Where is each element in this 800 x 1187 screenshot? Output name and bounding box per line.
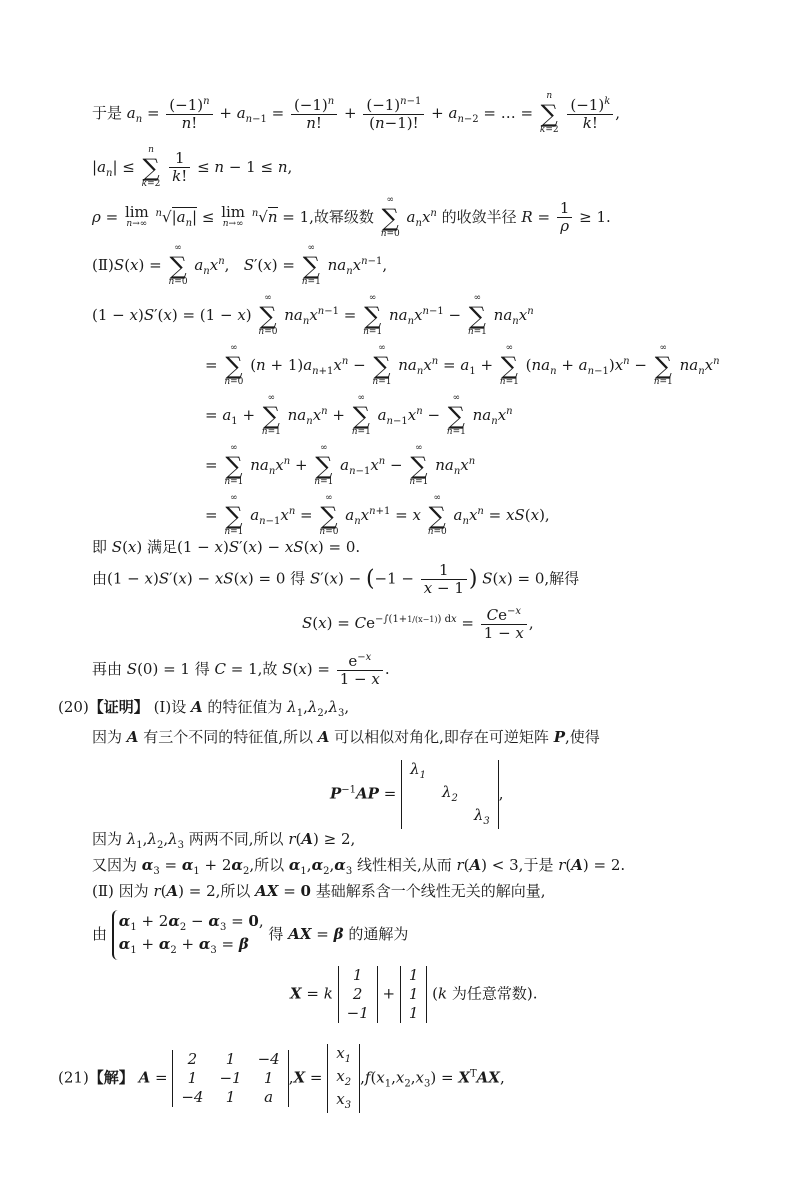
- equation-line-14: (20)【证明】 (Ⅰ)设 A 的特征值为 $\lambda_1,\lambda_2,\lambda_3$,: [58, 698, 350, 719]
- equation-line-17: 因为 $\lambda_1,\lambda_2,\lambda_3$ 两两不同,所以 r(A) ≥ 2,: [92, 830, 356, 851]
- equation-line-10: 即 S(x) 满足(1 − x)S′(x) − xS(x) = 0.: [92, 538, 361, 556]
- equation-line-7: = $a_1$ + ∞ ∑ n=1 $na_nx^n$ + ∞ ∑ n=1 $a_{n-1}x^n$ − ∞ ∑ n=1 $na_nx^n$: [205, 393, 513, 437]
- equation-line-9: = ∞ ∑ n=1 $a_{n-1}x^n$ = ∞ ∑ n=0 $a_nx^{n+1} = x$ ∞ ∑ n=0 $a_nx^n = xS(x)$,: [205, 493, 550, 537]
- equation-line-8: = ∞ ∑ n=1 $na_nx^n$ + ∞ ∑ n=1 $a_{n-1}x^n$ − ∞ ∑ n=1 $na_nx^n$: [205, 443, 476, 487]
- equation-line-4: (Ⅱ)S(x) = ∞ ∑ n=0 $a_nx^n$, S′(x) = ∞ ∑ n=1 $na_nx^{n-1}$,: [92, 243, 388, 287]
- equation-line-13: 再由 S(0) = 1 得 C = 1,故 S(x) = $\frac{e^{-x}}{1 - x}$ .: [92, 652, 390, 688]
- equation-line-19: (Ⅱ) 因为 r(A) = 2,所以 AX = 0 基础解系含一个线性无关的解向量,: [92, 882, 546, 900]
- equation-line-21: X = k 1 2 −1 + 1 1 1 (k 为任意常数).: [290, 966, 538, 1022]
- equation-line-1: 于是 $a_n$ = $\frac{(-1)^n}{n!}$ + $a_{n-1}$ = $\frac{(-1)^n}{n!}$ + $\frac{(-1)^{n-1}}{(n-1)!}$ + $a_{n-2}$ = … = n ∑ k=2 $\frac{(-1)^k}{k!}$ ,: [92, 91, 621, 135]
- equation-line-6: = ∞ ∑ n=0 $(n + 1)a_{n+1}x^n$ − ∞ ∑ n=1 $na_nx^n = a_1$ + ∞ ∑ n=1 $(na_n + a_{n-1})x^n$ − ∞ ∑ n=1 $na_nx^n$: [205, 343, 720, 387]
- equation-line-12: $S(x) = Ce^{-\int(1+1/(x-1)) dx}$ = $\frac{Ce^{-x}}{1 - x}$ ,: [302, 606, 534, 642]
- equation-line-15: 因为 A 有三个不同的特征值,所以 A 可以相似对角化,即存在可逆矩阵 P,使得: [92, 728, 600, 746]
- equation-line-20: 由 $\alpha_1 + 2\alpha_2 - \alpha_3 = 0$, $\alpha_1 + \alpha_2 + \alpha_3 = \beta$ 得 AX = β 的通解为: [92, 910, 408, 960]
- equation-line-11: 由(1 − x)S′(x) − xS(x) = 0 得 S′(x) − (−1 − $\frac{1}{x - 1}$ ) S(x) = 0,解得: [92, 561, 580, 597]
- equation-line-22: (21)【解】 A = 2 1 −4 1 −1 1 −4 1 a ,X = $x_1$ $x_2$ $x_3$ $,f(x_1,x_2,x_3) = X^TAX$,: [58, 1044, 505, 1111]
- equation-line-5: (1 − x)S′(x) = (1 − x) ∞ ∑ n=0 $na_nx^{n-1}$ = ∞ ∑ n=1 $na_nx^{n-1}$ − ∞ ∑ n=1 $na_nx^n$: [92, 293, 534, 337]
- equation-line-16: $P^{-1}AP$ = $\lambda_1$ $\lambda_2$ $\lambda_3$ ,: [330, 760, 504, 827]
- equation-line-2: $|a_n|$ ≤ n ∑ k=2 $\frac{1}{k!}$ ≤ n − 1 ≤ n,: [92, 145, 293, 189]
- equation-line-18: 又因为 $\alpha_3 = \alpha_1 + 2\alpha_2$,所以 $\alpha_1,\alpha_2,\alpha_3$ 线性相关,从而 r(A) < 3,于是 r(A) = 2.: [92, 856, 626, 877]
- equation-line-3: ρ = lim n→∞ $^n√|a_n|$ ≤ lim n→∞ $^n$√n = 1,故幂级数 ∞ ∑ n=0 $a_nx^n$ 的收敛半径 R = $\frac{1}{\rho}$ ≥ 1.: [92, 195, 611, 239]
